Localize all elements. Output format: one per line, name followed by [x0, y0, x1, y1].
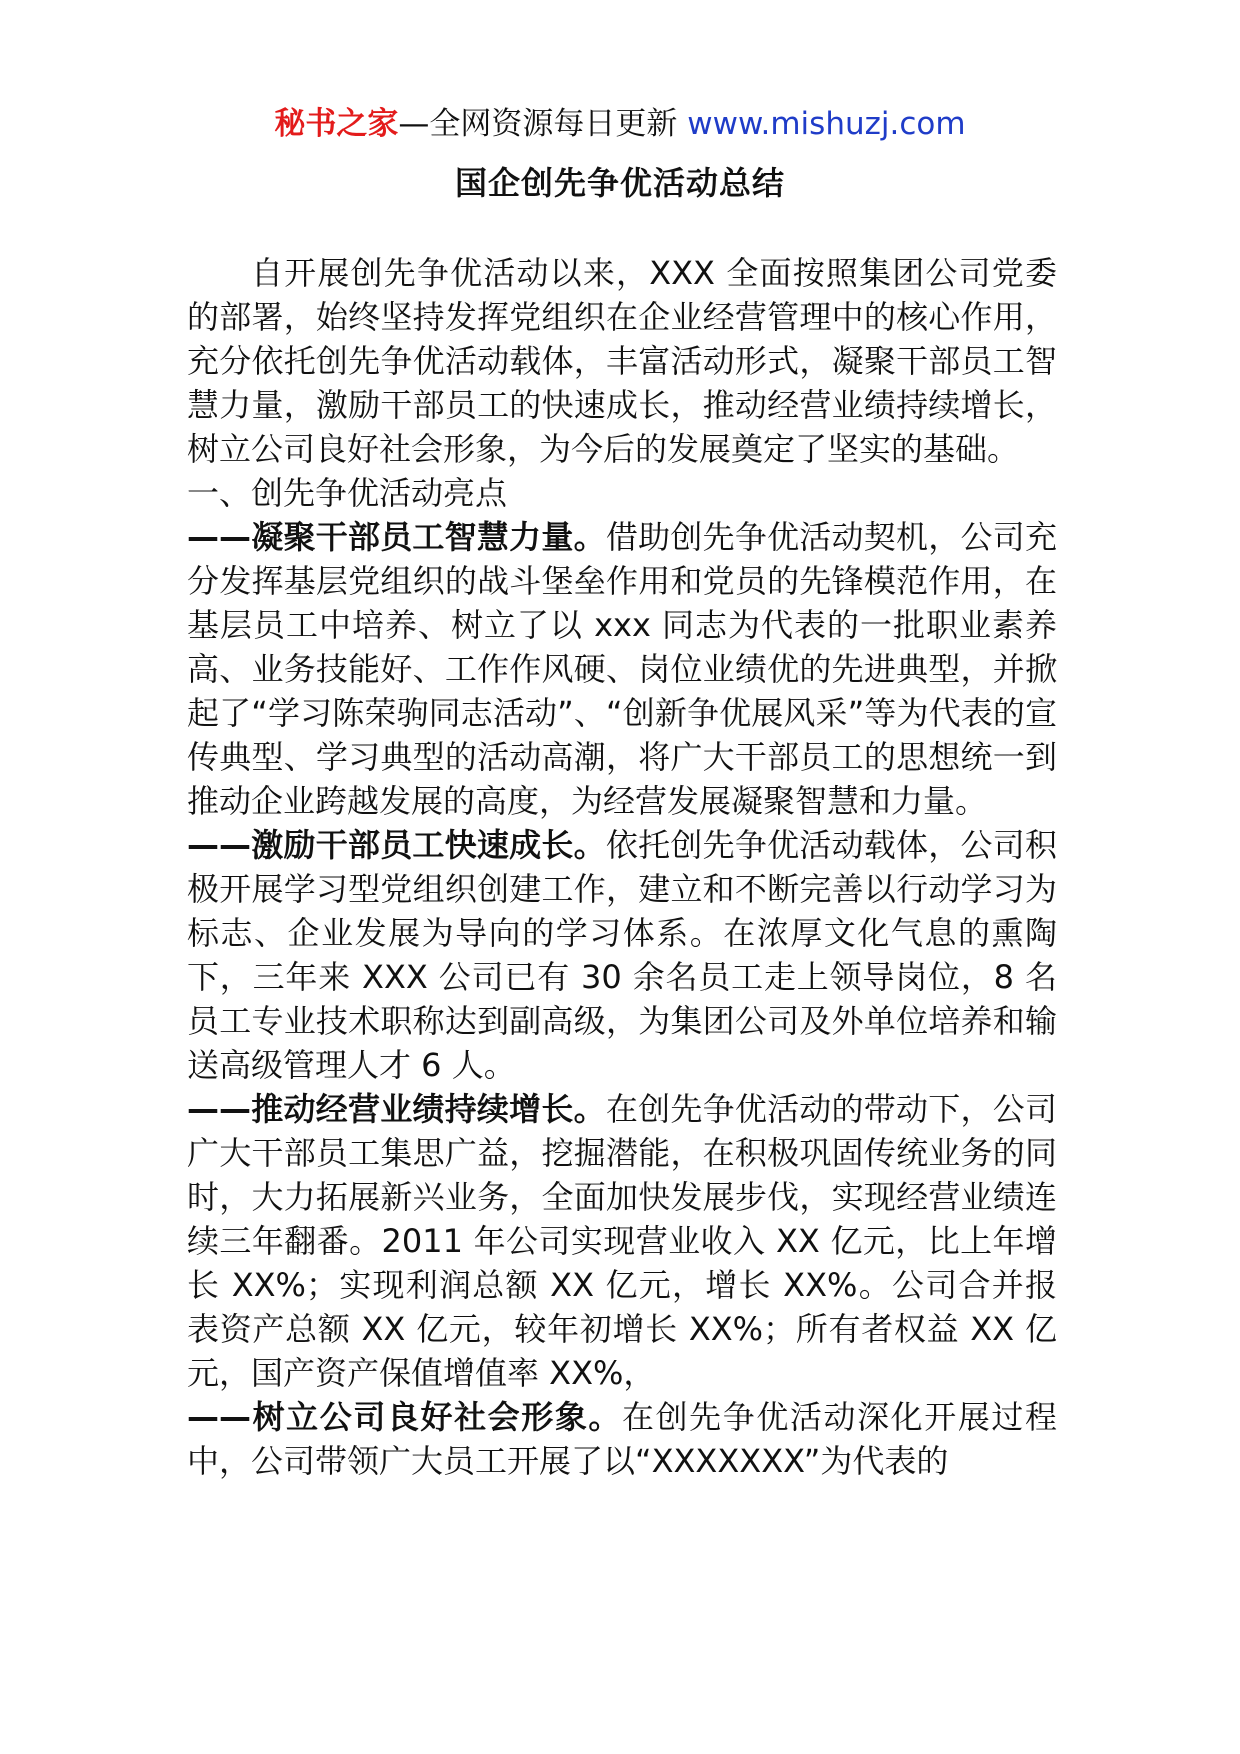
brand-name: 秘书之家 — [274, 106, 399, 142]
document-title: 国企创先争优活动总结 — [454, 164, 785, 202]
paragraph-lead: ——激励干部员工快速成长。 — [187, 826, 606, 864]
highlight-paragraph — [187, 1395, 1057, 1483]
site-header — [0, 104, 1240, 144]
paragraph-text: 在创先争优活动深化开展过程中，公司带领广大员工开展了以“XXXXXXX”为代表的 — [187, 1398, 1057, 1480]
paragraph-text: 借助创先争优活动契机，公司充分发挥基层党组织的战斗堡垒作用和党员的先锋模范作用，在基层员工中培养、树立了以 xxx 同志为代表的一批职业素养高、业务技能好、工作作风硬、岗位业绩优的先进典型，并掀起了“学习陈荣驹同志活动”、“创新争优展风采”等为代表的宣传典型、学习典型的活动高潮，将广大干部员工的思想统一到推动企业跨越发展的高度，为经营发展凝聚智慧和力量。 — [187, 518, 1057, 820]
paragraph-lead: ——推动经营业绩持续增长。 — [187, 1090, 606, 1128]
paragraph-lead: ——树立公司良好社会形象。 — [187, 1398, 622, 1436]
paragraph-text: 在创先争优活动的带动下，公司广大干部员工集思广益，挖掘潜能，在积极巩固传统业务的同时，大力拓展新兴业务，全面加快发展步伐，实现经营业绩连续三年翻番。2011 年公司实现营业收入 XX 亿元，比上年增长 XX%；实现利润总额 XX 亿元，增长 XX%。公司合并报表资产总额 XX 亿元，较年初增长 XX%；所有者权益 XX 亿元，国产资产保值增值率 XX%， — [187, 1090, 1057, 1392]
document-body — [187, 251, 1057, 1483]
highlight-paragraph — [187, 515, 1057, 823]
intro-paragraph: 自开展创先争优活动以来，XXX 全面按照集团公司党委的部署，始终坚持发挥党组织在企业经营管理中的核心作用，充分依托创先争优活动载体，丰富活动形式，凝聚干部员工智慧力量，激励干部员工的快速成长，推动经营业绩持续增长，树立公司良好社会形象，为今后的发展奠定了坚实的基础。 — [187, 254, 1057, 468]
paragraph-text: 依托创先争优活动载体，公司积极开展学习型党组织创建工作，建立和不断完善以行动学习为标志、企业发展为导向的学习体系。在浓厚文化气息的熏陶下，三年来 XXX 公司已有 30 余名员工走上领导岗位，8 名员工专业技术职称达到副高级，为集团公司及外单位培养和输送高级管理人才 6 人。 — [187, 826, 1057, 1084]
section-heading: 一、创先争优活动亮点 — [187, 474, 508, 512]
highlight-paragraph — [187, 823, 1057, 1087]
highlight-paragraph — [187, 1087, 1057, 1395]
site-url-link[interactable]: www.mishuzj.com — [687, 106, 966, 142]
header-slogan: —全网资源每日更新 — [398, 106, 678, 142]
paragraph-lead: ——凝聚干部员工智慧力量。 — [187, 518, 606, 556]
